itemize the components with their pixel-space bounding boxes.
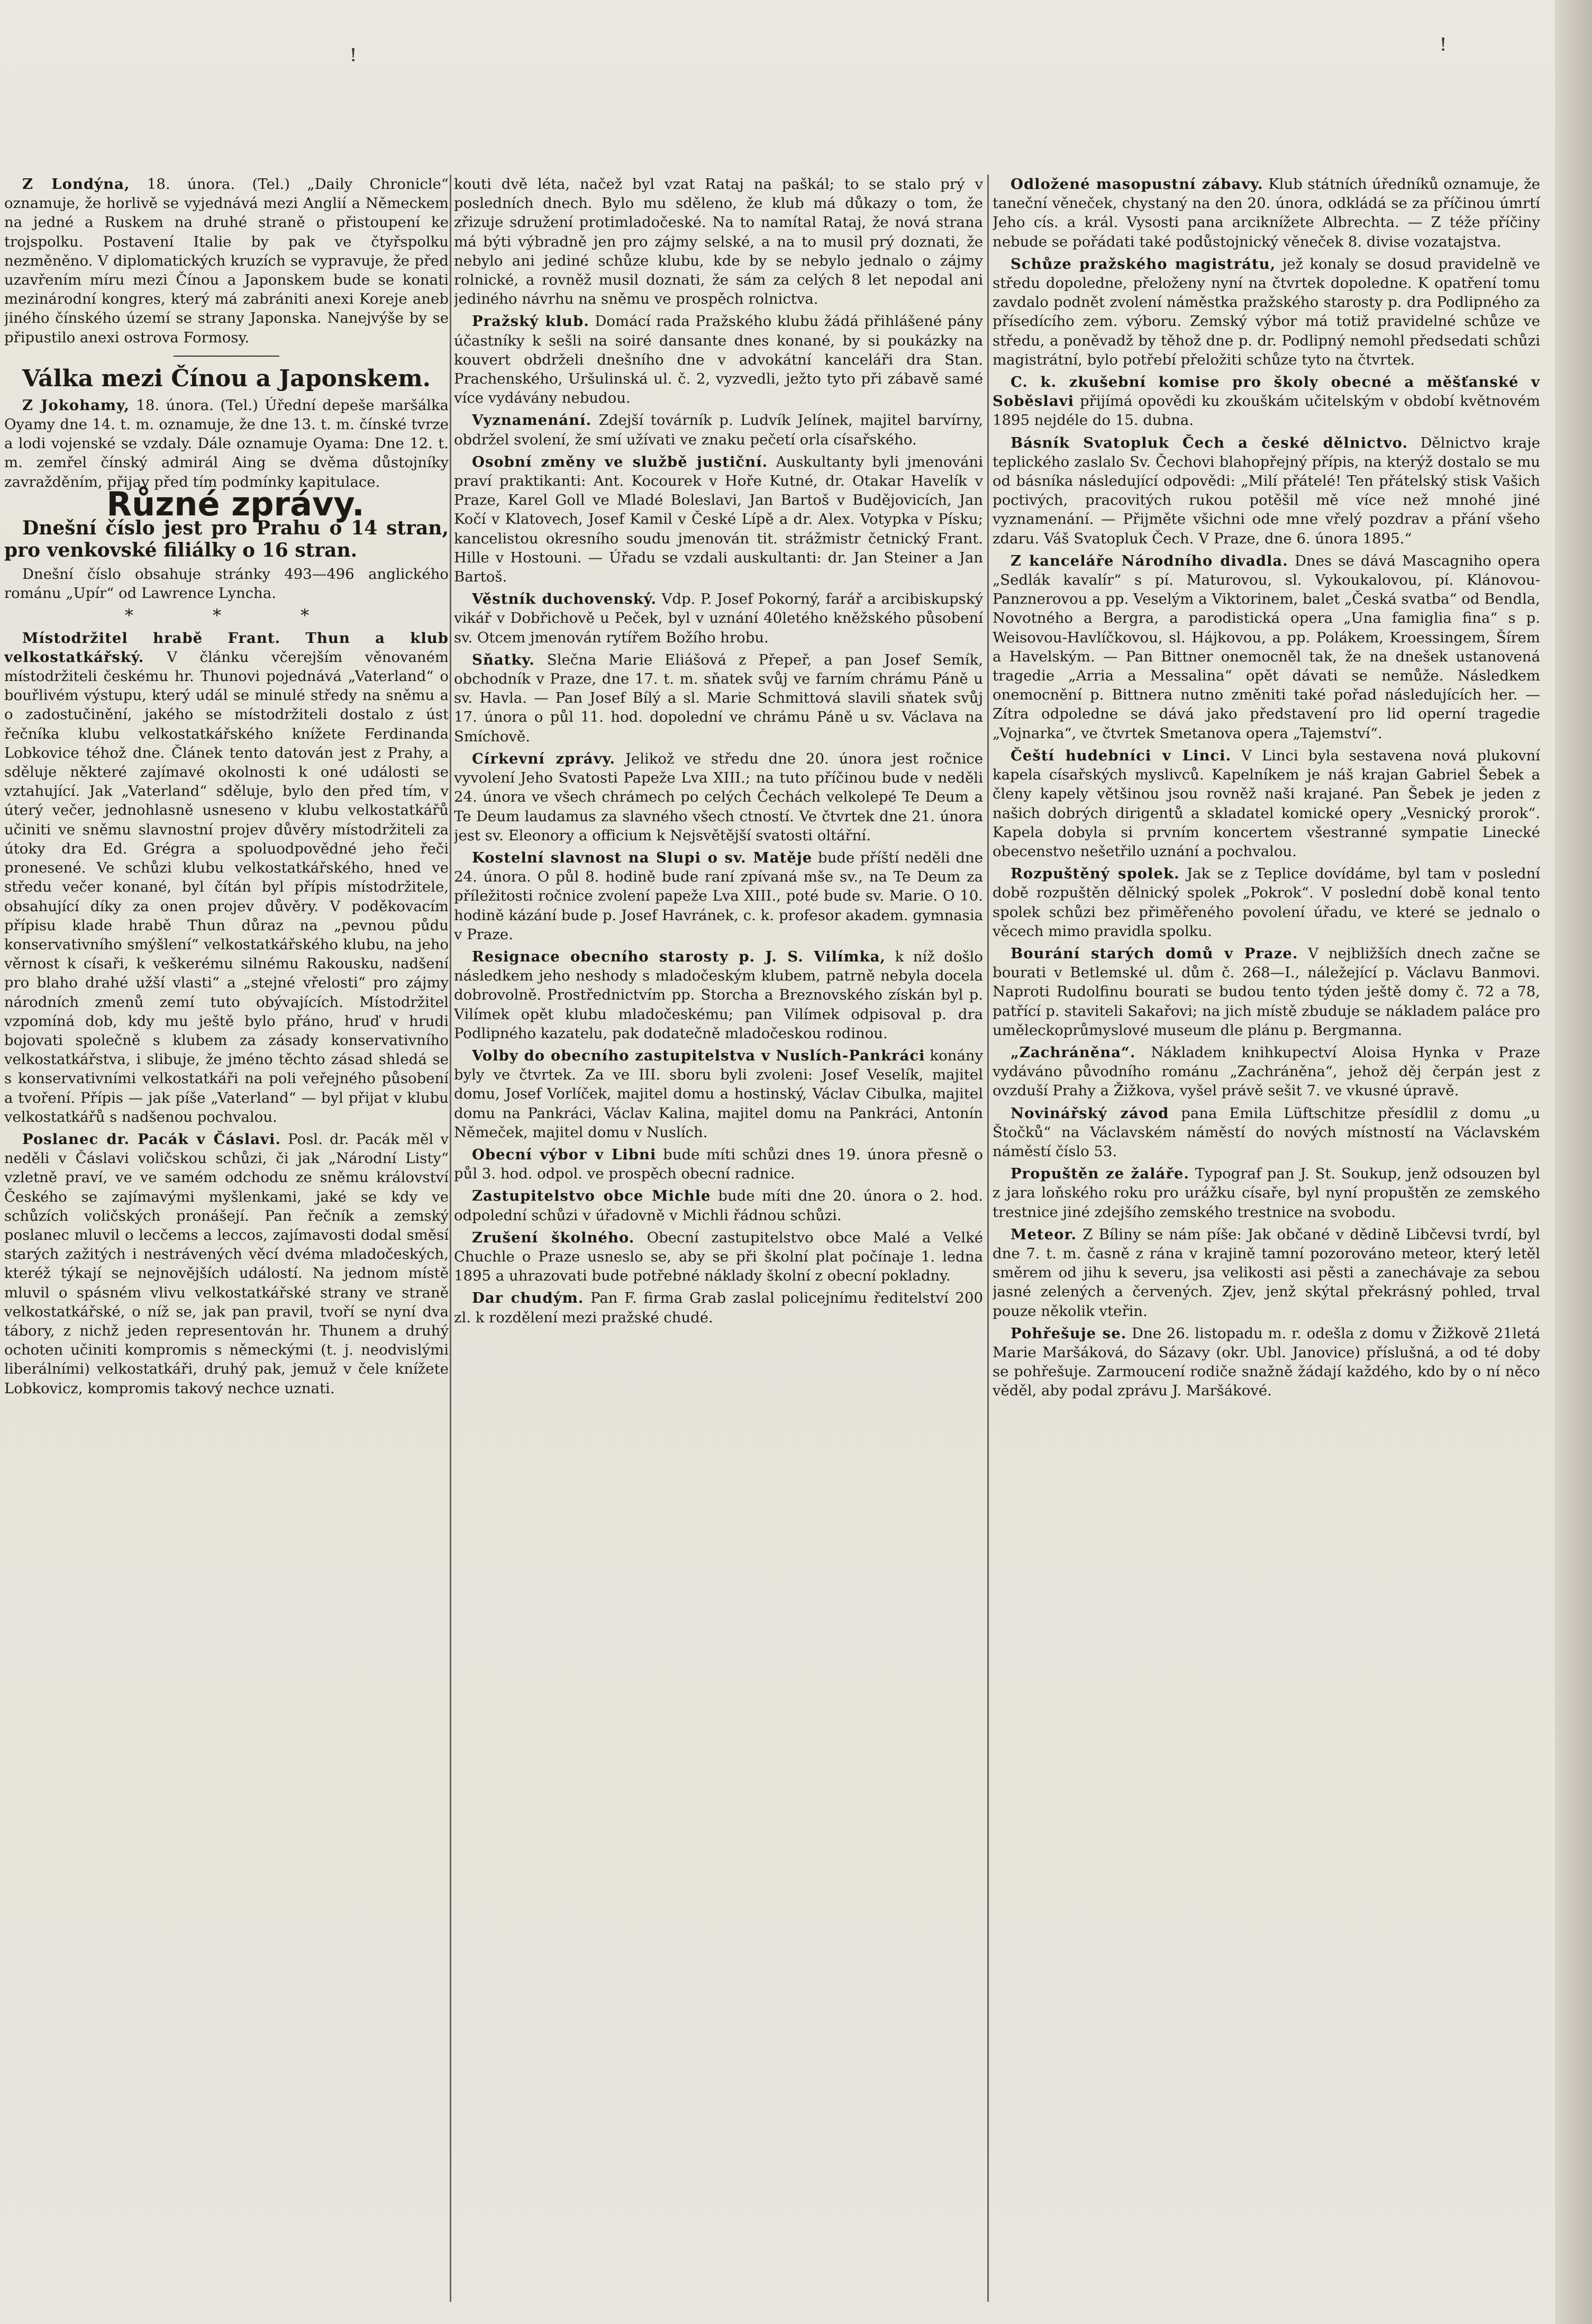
article-vyznamenani bbox=[454, 411, 983, 449]
article-text: Slečna Marie Eliášová z Přepeř, a pan Josef Semík, obchodník v Praze, dne 17. t. m. sňatek svůj ve farním chrámu Páně u sv. Havla. — Pan Josef Bílý a sl. Marie Schmittová slavili sňatek svůj 17. února o půl 11. hod. dopolední ve chrámu Páně u sv. Václava na Smíchově. bbox=[454, 651, 983, 745]
article-basnik bbox=[993, 433, 1540, 548]
article-text: jež konaly se dosud pravidelně ve středu dopoledne, přeloženy nyní na čtvrtek dopoledne. K opatření tomu zavdalo podnět zvolení náměstka pražského starosty p. dra Podlipného za přísedícího zem. výboru. Zemský výbor má totiž pravidelné schůze ve středu, a poněvadž by těhož dne p. dr. Podlipný nemohl předsedati schůzi magistrátní, bylo potřebí přeložiti schůze tyto na čtvrtek. bbox=[993, 255, 1540, 368]
article-zastupitelstvo bbox=[454, 1186, 983, 1224]
article-text: Domácí rada Pražského klubu žádá přihlášené pány účastníky k sešli na soiré dansante dnes konané, by si poukázky na kouvert obdrželi dnešního dne v advokátní kanceláři dra Stan. Prachenského, Uršulinská ul. č. 2, vyzvedli, ježto tyto při zábavě samé více vydávány nebudou. bbox=[454, 313, 983, 407]
article-text: Typograf pan J. St. Soukup, jenž odsouzen byl z jara loňského roku pro urážku císaře, byl nyní propuštěn ze zemského trestnice jiné zdejšího zemského trestnice na svobodu. bbox=[993, 1165, 1540, 1221]
page-top-margin bbox=[0, 0, 1592, 175]
article-text: Auskultanty byli jmenováni praví praktikanti: Ant. Kocourek v Hoře Kutné, dr. Otakar Havelík v Praze, Karel Goll ve Mladé Boleslavi, Jan Bartoš v Budějovicích, Jan Kočí v Klatovech, Josef Kamil v České Lípě a dr. Alex. Votypka v Písku; kancelistou okresního soudu jmenován tit. strážmistr četnický Frant. Hille v Hostouni. — Úřadu se vzdali auskultanti: dr. Jan Steiner a Jan Bartoš. bbox=[454, 453, 983, 586]
article-lead: Místodržitel hrabě Frant. Thun a klub velkostatkářský. bbox=[4, 629, 449, 666]
article-lead: Bourání starých domů v Praze. bbox=[1011, 945, 1298, 962]
article-lead: Propuštěn ze žaláře. bbox=[1011, 1165, 1189, 1183]
article-lead: „Zachráněna“. bbox=[1011, 1043, 1136, 1061]
article-odlozene bbox=[993, 175, 1540, 251]
article-lead: Církevní zprávy. bbox=[472, 750, 615, 767]
article-lead: Poslanec dr. Pacák v Čáslavi. bbox=[22, 1130, 281, 1148]
article-volby bbox=[454, 1046, 983, 1142]
article-lead: Osobní změny ve službě justiční. bbox=[472, 453, 768, 470]
article-text: k níž došlo následkem jeho neshody s mladočeským klubem, patrně nebyla docela dobrovolně. Prostřednictvím pp. Storcha a Breznovského získán byl p. Vilímek opět klubu mladočeskému; pan Vilímek odpisoval p. dra Podlipného kazatelu, pak dodatečně mladočeskou rodinou. bbox=[454, 948, 983, 1042]
article-bourani bbox=[993, 944, 1540, 1040]
column-rule bbox=[987, 175, 989, 2302]
article-cirkevni bbox=[454, 749, 983, 845]
article-text: Vdp. P. Josef Pokorný, farář a arcibiskupský vikář v Dobřichově u Peček, byl v uznání 40letého kněžského působení sv. Otcem jmenován rytířem Božího hrobu. bbox=[454, 591, 983, 646]
content-note: Dnešní číslo obsahuje stránky 493—496 anglického románu „Upír“ od Lawrence Lyncha. bbox=[4, 566, 449, 602]
column-3 bbox=[993, 175, 1540, 2302]
article-text: pana Emila Lüftschitze přesídlil z domu „u Štočků“ na Václavském náměstí do nových místností na Václavském náměstí číslo 53. bbox=[993, 1104, 1540, 1160]
article-lead: Meteor. bbox=[1011, 1225, 1077, 1243]
article-lead: Čeští hudebníci v Linci. bbox=[1011, 747, 1232, 764]
page-edge-shadow bbox=[1555, 0, 1592, 2324]
article-meteor bbox=[993, 1225, 1540, 1321]
dateline: Z Jokohamy, bbox=[22, 396, 130, 414]
ink-mark: ꜝ bbox=[1439, 32, 1448, 69]
article-lead: Básník Svatopluk Čech a české dělnictvo. bbox=[1011, 434, 1408, 451]
article-spolek bbox=[993, 864, 1540, 941]
article-continuation: kouti dvě léta, načež byl vzat Rataj na paškál; to se stalo prý v posledních dnech. Bylo mu sděleno, že klub má důkazy o tom, že zřizuje sdružení protimladočeské. Na to namítal Rataj, že nová strana má býti výbradně jen pro zájmy selské, a na to musil prý doznati, že nebylo ani jediné schůze klubu, kde by se nebylo jednalo o zájmy rolnické, a rovněž musil doznati, že sám za celých 8 let nepodal ani jediného návrhu na sněmu ve prospěch rolnictva. bbox=[454, 176, 983, 308]
article-lead: Zrušení školného. bbox=[472, 1229, 635, 1246]
divider bbox=[174, 356, 279, 357]
article-osobni-zmeny bbox=[454, 452, 983, 586]
article-text: Z Bíliny se nám píše: Jak občané v dědině Libčevsi tvrdí, byl dne 7. t. m. časně z rána v krajině tamní pozorováno meteor, který letěl směrem od jihu k severu, jsa velikosti asi pěsti a zanechávaje za sebou jasné zelených a červených. Zjev, jenž skýtal překrásný pohled, trval pouze několik vteřin. bbox=[993, 1225, 1540, 1320]
article-vestnik bbox=[454, 589, 983, 647]
article-zachranena bbox=[993, 1043, 1540, 1101]
article-lead: Odložené masopustní zábavy. bbox=[1011, 176, 1263, 193]
article-lead: Rozpuštěný spolek. bbox=[1011, 865, 1180, 883]
article-text: bude příští neděli dne 24. února. O půl 8. hodině bude raní zpívaná mše sv., na Te Deum za příležitosti ročnice zvolení papeže Lva XIII., poté bude sv. Marie. O 10. hodině kázání bude p. Josef Havránek, c. k. profesor akadem. gymnasia v Praze. bbox=[454, 849, 983, 943]
article-text: přijímá opovědi ku zkouškám učitelským v období květnovém 1895 nejdéle do 15. dubna. bbox=[993, 393, 1540, 429]
article-text: Jak se z Teplice dovídáme, byl tam v poslední době rozpuštěn dělnický spolek „Pokrok“. V poslední době konal tento spolek schůzi bez přiměřeného povolení úřadu, ve které se jednalo o věcech mimo pravidla spolku. bbox=[993, 865, 1540, 940]
article-lead: Volby do obecního zastupitelstva v Nuslích-Pankráci bbox=[472, 1047, 925, 1064]
separator-stars: * * * bbox=[124, 605, 347, 626]
article-text: Zdejší továrník p. Ludvík Jelínek, majitel barvírny, obdržel svolení, že smí užívati ve znaku pečetí orla císařského. bbox=[454, 412, 983, 448]
section-heading: Různé zprávy. bbox=[106, 484, 365, 523]
article-text: Pan F. firma Grab zaslal policejnímu ředitelství 200 zl. k rozdělení mezi pražské chudé. bbox=[454, 1290, 983, 1326]
article-lead: Novinářský závod bbox=[1011, 1104, 1169, 1122]
article-text: Nákladem knihkupectví Aloisa Hynka v Praze vydáváno původního románu „Zachráněna“, jehož děj čerpán jest z ovzduší Prahy a Žižkova, vyšel právě sešit 7. ve vkusné úpravě. bbox=[993, 1043, 1540, 1100]
article-lead: Dar chudým. bbox=[472, 1290, 584, 1307]
column-1 bbox=[4, 175, 449, 2302]
article-divadlo bbox=[993, 551, 1540, 743]
article-text: V Linci byla sestavena nová plukovní kapela císařských myslivců. Kapelníkem je náš krajan Gabriel Šebek a členy kapely většinou jsou rovněž naši krajané. Pan Šebek je jeden z našich dobrých dirigentů a skladatel komické opery „Vesnický prorok“. Kapela dobyla si prvním koncertem všestranné sympatie Linecké obecenstvo nešetřilo uznání a pochvalou. bbox=[993, 747, 1540, 860]
article-lead: Kostelní slavnost na Slupi o sv. Matěje bbox=[472, 849, 813, 866]
article-text: Dělnictvo kraje teplického zaslalo Sv. Čechovi blahopřejný přípis, na kterýž dostalo se mu od básníka následující odpovědi: „Milí přátelé! Ten přátelský stisk Vašich poctivých, pracovitých rukou potěšil mě více než mnohé jiné vyznamenání. — Přijměte všichni ode mne vřelý pozdrav a přání všeho zdaru. Váš Svatopluk Čech. V Praze, dne 6. února 1895.“ bbox=[993, 434, 1540, 547]
article-text: 18. února. (Tel.) Úřední depeše maršálka Oyamy dne 14. t. m. oznamuje, že dne 13. t. m. čínské tvrze a lodi vojenské se vzdaly. Dále oznamuje Oyama: Dne 12. t. m. zemřel čínský admirál Aing se dvěma důstojníky zavražděním, přijav před tím podmínky kapitulace. bbox=[4, 396, 449, 491]
article-text: konány byly ve čtvrtek. Za ve III. sboru byli zvoleni: Josef Veselík, majitel domu, Josef Vorlíček, majitel domu a hostinský, Václav Cibulka, majitel domu na Pankráci, Václav Kalina, majitel domu na Pankráci, Antonín Němeček, majitel domu v Nuslích. bbox=[454, 1047, 983, 1141]
dateline: Z Londýna, bbox=[22, 176, 130, 193]
article-lead: C. k. zkušební komise pro školy obecné a měšťanské v Soběslavi bbox=[993, 374, 1540, 410]
article-prazsky-klub bbox=[454, 312, 983, 407]
article-text: V článku včerejším věnovaném místodržiteli českému hr. Thunovi pojednává „Vaterland“ o bouřlivém výstupu, který udál se minulé středy na sněmu a o zadostučinění, jakého se místodržiteli dostalo z úst řečníka klubu velkostatkářského knížete Ferdinanda Lobkovice téhož dne. Článek tento datován jest z Prahy, a sděluje některé zajímavé okolnosti k oné události se vztahující. Jak „Vaterland“ sděluje, bylo den před tím, v úterý večer, jednohlasně usneseno v klubu velkostatkářů učiniti ve sněmu slavnostní projev důvěry místodržiteli za útoky dra Ed. Grégra a spoluodpovědné jeho řeči pronesené. Ve schůzi klubu velkostatkářského, hned ve středu večer konané, byl čítán byl přípis místodržitele, obsahující díky za onen projev důvěry. V poděkovacím přípisu klade hrabě Thun důraz na „pevnou půdu konservativního smýšlení“ velkostatkářského klubu, na jeho věrnost k císaři, k veškerému silnému Rakousku, nadšení pro blaho drahé užší vlasti“ a „stejné vřelosti“ pro zájmy národních zmenů zemí tuto obývajících. Místodržitel vzpomíná dob, kdy mu ještě bylo přáno, hruď v hrudi bojovati společně s klubem za zásady konservativního velkostatkářstva, i slibuje, že jméno těchto zásad shledá se s konservativními velkostatkáři na poli veřejného působení a tvoření. Přípis — jak píše „Vaterland“ — byl přijat v klubu velkostatkářů s nadšenou pochvalou. bbox=[4, 648, 449, 1125]
article-london bbox=[4, 175, 449, 347]
article-lead: Pohřešuje se. bbox=[1011, 1324, 1127, 1342]
article-text: 18. února. (Tel.) „Daily Chronicle“ oznamuje, že horlivě se vyjednává mezi Anglií a Německem na jedné a Ruskem na druhé straně o přistoupení ke trojspolku. Postavení Italie by pak ve čtyřspolku nezměněno. V diplomatických kruzích se vypravuje, že před uzavřením míru mezi Čínou a Japonskem bude se konati mezinárodní kongres, který má zabrániti anexi Koreje aneb jiného čínského území se strany Japonska. Nanejvýše by se připustilo anexi ostrova Formosy. bbox=[4, 176, 449, 346]
article-dar bbox=[454, 1288, 983, 1327]
article-text: bude míti dne 20. února o 2. hod. odpolední schůzi v úřadovně v Michli řádnou schůzi. bbox=[454, 1187, 983, 1224]
article-zruseni bbox=[454, 1228, 983, 1286]
column-2 bbox=[454, 175, 983, 2302]
article-text: Dne 26. listopadu m. r. odešla z domu v Žižkově 21letá Marie Maršáková, do Sázavy (okr. Ubl. Janovice) příslušná, a od té doby se pohřešuje. Zarmoucení rodiče snažně žádají každého, kdo by o ní něco věděl, aby podal zprávu J. Maršákové. bbox=[993, 1324, 1540, 1400]
page-count-notice: Dnešní číslo jest pro Prahu o 14 stran, pro venkovské filiálky o 16 stran. bbox=[4, 517, 449, 562]
article-text: Klub státních úředníků oznamuje, že taneční věneček, chystaný na den 20. února, odkládá se za příčinou úmrtí Jeho cís. a král. Vysosti pana arciknížete Albrechta. — Z téže příčiny nebude se pořádati také podůstojnický věneček 8. divise vozatajstva. bbox=[993, 176, 1540, 250]
headline-war: Válka mezi Čínou a Japonskem. bbox=[22, 365, 431, 392]
article-lead: Zastupitelstvo obce Michle bbox=[472, 1187, 711, 1205]
article-vilimek bbox=[454, 947, 983, 1043]
article-text: Dnes se dává Mascagniho opera „Sedlák kavalír“ s pí. Maturovou, sl. Vykoukalovou, pí. Klánovou-Panznerovou a pp. Veselým a Viktorinem, balet „Česká svatba“ od Bendla, Novotného a Bergra, a parodistická opera „Una famiglia fina“ s p. Weisovou-Havlíčkovou, sl. Hájkovou, a pp. Polákem, Kroessingem, Šírem a Havelským. — Pan Bittner onemocněl tak, že na dnešek ustanovená tragedie „Arria a Messalina“ opět dávati se nemůže. Následkem onemocnění p. Bittnera nutno změniti také pořad následujících her. — Zítra odpoledne se dává jako představení pro lid operní tragedie „Vojnarka“, ve čtvrtek Smetanova opera „Tajemství“. bbox=[993, 552, 1540, 742]
article-text: Jelikož ve středu dne 20. února jest ročnice vyvolení Jeho Svatosti Papeže Lva XIII.; na tuto příčinou bude v neděli 24. února ve všech chrámech po celých Čechách velkolepé Te Deum a Te Deum laudamus za slavného všech ctností. Ve čtvrtek dne 21. února jest sv. Eleonory a officium k Nejsvětější svatosti oltářní. bbox=[454, 750, 983, 844]
article-text: bude míti schůzi dnes 19. února přesně o půl 3. hod. odpol. ve prospěch obecní radnice. bbox=[454, 1146, 983, 1183]
article-lead: Resignace obecního starosty p. J. S. Vilímka, bbox=[472, 948, 886, 965]
article-text: V nejbližších dnech začne se bourati v Betlemské ul. dům č. 268—I., náležející p. Václavu Banmovi. Naproti Rudolfinu bourati se budou tento týden ještě domy č. 72 a 78, patřící p. staviteli Sakařovi; na jich místě zbuduje se nákladem paláce pro uměleckoprůmyslové museum dle plánu p. Bergmanna. bbox=[993, 945, 1540, 1039]
article-lead: Schůze pražského magistrátu, bbox=[1011, 255, 1276, 273]
article-pacak bbox=[4, 1130, 449, 1398]
article-thun bbox=[4, 629, 449, 1127]
article-snatky bbox=[454, 650, 983, 746]
article-text: Obecní zastupitelstvo obce Malé a Velké Chuchle o Praze usneslo se, aby se při školní plat počínaje 1. ledna 1895 a uhrazovati bude potřebné náklady školní z obecní pokladny. bbox=[454, 1229, 983, 1285]
article-lead: Věstník duchovenský. bbox=[472, 591, 657, 608]
article-lead: Vyznamenání. bbox=[472, 412, 592, 429]
article-kostelni bbox=[454, 848, 983, 944]
article-lead: Pražský klub. bbox=[472, 313, 589, 330]
column-rule bbox=[450, 175, 451, 2302]
article-hudebnici bbox=[993, 746, 1540, 861]
ink-mark: ꜝ bbox=[349, 42, 358, 79]
article-lead: Obecní výbor v Libni bbox=[472, 1146, 657, 1163]
article-komise bbox=[993, 373, 1540, 430]
article-pohresuje bbox=[993, 1324, 1540, 1401]
article-obecni-vybor bbox=[454, 1145, 983, 1183]
article-lead: Sňatky. bbox=[472, 651, 535, 668]
article-yokohama bbox=[4, 396, 449, 492]
article-lead: Z kanceláře Národního divadla. bbox=[1011, 552, 1288, 569]
article-text: Posl. dr. Pacák měl v neděli v Čáslavi voličskou schůzi, či jak „Národní Listy“ vzletně praví, ve ve samém odchodu ze sněmu království Českého se zajímavými myšlenkami, jaké se kdy ve schůzích voličských pronášejí. Pan řečník a zemský poslanec mluvil o lecčems a leccos, zajímavosti dodal směsí starých zažitých i nestrávených věcí dvéma mladočeských, kteréž týkají se nejnovějších událostí. Na jednom místě mluvil o spásném vlivu velkostatkářské strany ve straně velkostatkářské, o níž se, jak pan pravil, tvoří se nyní dva tábory, z nichž jeden representován hr. Thunem a druhý ochoten učiniti kompromis s německými (t. j. neodvislými liberálními) velkostatkáři, druhý pak, jemuž v čele knížete Lobkovicz, kompromis takový nechce uznati. bbox=[4, 1130, 449, 1397]
article-schuze bbox=[993, 255, 1540, 369]
article-propusten bbox=[993, 1164, 1540, 1222]
article-novinarsky bbox=[993, 1104, 1540, 1161]
